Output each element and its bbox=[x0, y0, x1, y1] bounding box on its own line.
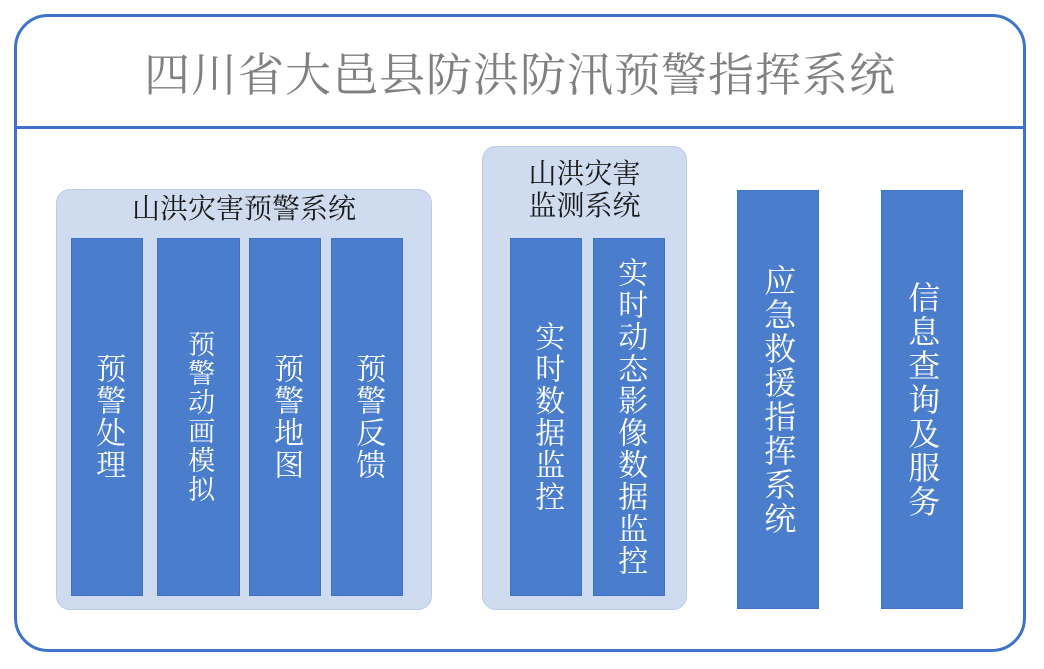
block-realtime-dynamic-image-data-monitoring-label: 实时动态影像数据监控 bbox=[612, 257, 648, 577]
block-emergency-rescue-command-system[interactable] bbox=[737, 190, 819, 609]
block-warning-animation-simulation-label: 预警动画模拟 bbox=[183, 330, 215, 504]
block-warning-feedback-label: 预警反馈 bbox=[350, 353, 386, 481]
block-information-query-and-service[interactable] bbox=[881, 190, 963, 609]
block-warning-map-label: 预警地图 bbox=[268, 353, 304, 481]
block-warning-processing-label: 预警处理 bbox=[90, 353, 126, 481]
page-title: 四川省大邑县防洪防汛预警指挥系统 bbox=[144, 47, 896, 102]
block-realtime-data-monitoring-label: 实时数据监控 bbox=[529, 321, 565, 513]
block-warning-feedback[interactable] bbox=[331, 238, 403, 596]
title-band bbox=[17, 17, 1023, 129]
group-warning-system-label: 山洪灾害预警系统 bbox=[131, 192, 356, 225]
block-warning-map[interactable] bbox=[249, 238, 321, 596]
block-warning-animation-simulation[interactable] bbox=[157, 238, 240, 596]
block-realtime-data-monitoring[interactable] bbox=[510, 238, 582, 596]
group-monitoring-system-label: 山洪灾害 监测系统 bbox=[528, 157, 641, 223]
block-realtime-dynamic-image-data-monitoring[interactable] bbox=[593, 238, 665, 596]
block-information-query-and-service-label: 信息查询及服务 bbox=[903, 280, 942, 519]
block-emergency-rescue-command-system-label: 应急救援指挥系统 bbox=[759, 263, 798, 536]
block-warning-processing[interactable] bbox=[71, 238, 143, 596]
